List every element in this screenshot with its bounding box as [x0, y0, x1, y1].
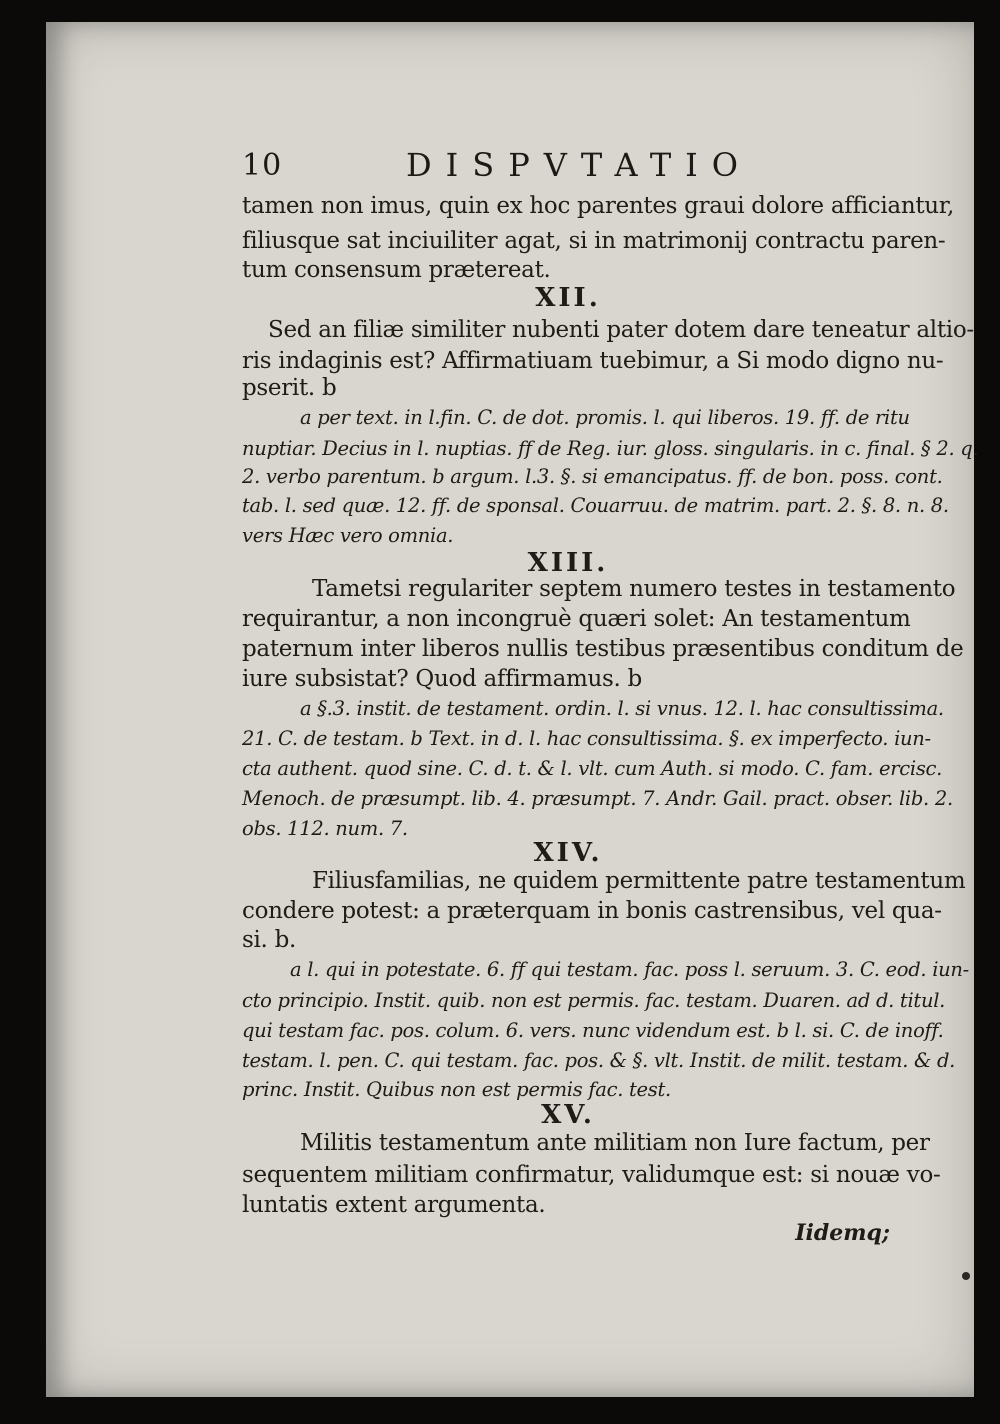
text-line: Tametsi regulariter septem numero testes in testamento: [312, 576, 956, 602]
ink-dot: [962, 1272, 970, 1280]
text-line: sequentem militiam confirmatur, validumque est: si nouæ vo-: [242, 1162, 941, 1188]
text-line: tum consensum prætereat.: [242, 257, 551, 283]
footnote-line: princ. Instit. Quibus non est permis fac. test.: [242, 1078, 671, 1101]
text-line: Sed an filiæ similiter nubenti pater dotem dare teneatur altio-: [268, 317, 974, 343]
text-line: iure subsistat? Quod affirmamus. b: [242, 666, 642, 692]
footnote-line: cta authent. quod sine. C. d. t. & l. vlt. cum Auth. si modo. C. fam. ercisc.: [242, 757, 943, 780]
text-line: ris indaginis est? Affirmatiuam tuebimur, a Si modo digno nu-: [242, 348, 944, 374]
footnote-line: tab. l. sed quæ. 12. ff. de sponsal. Couarruu. de matrim. part. 2. §. 8. n. 8.: [242, 494, 949, 517]
text-line: Filiusfamilias, ne quidem permittente patre testamentum: [312, 868, 966, 894]
text-line: requirantur, a non incongruè quæri solet: An testamentum: [242, 606, 911, 632]
section-heading-xiii: XIII.: [527, 548, 609, 578]
page-header: [242, 148, 892, 188]
footnote-line: testam. l. pen. C. qui testam. fac. pos. & §. vlt. Instit. de milit. testam. & d.: [242, 1049, 956, 1072]
text-line: si. b.: [242, 927, 297, 953]
footnote-line: 2. verbo parentum. b argum. l.3. §. si emancipatus. ff. de bon. poss. cont.: [242, 465, 943, 488]
section-heading-xii: XII.: [535, 283, 601, 313]
text-line: pserit. b: [242, 375, 337, 401]
footnote-line: a §.3. instit. de testament. ordin. l. si vnus. 12. l. hac consultissima.: [300, 697, 944, 720]
folio-number: 10: [242, 148, 283, 183]
footnote-line: qui testam fac. pos. colum. 6. vers. nunc videndum est. b l. si. C. de inoff.: [242, 1019, 944, 1042]
footnote-line: vers Hæc vero omnia.: [242, 524, 454, 547]
text-line: paternum inter liberos nullis testibus præsentibus conditum de: [242, 636, 964, 662]
footnote-line: a l. qui in potestate. 6. ff qui testam. fac. poss l. seruum. 3. C. eod. iun-: [290, 958, 969, 981]
text-line: luntatis extent argumenta.: [242, 1192, 546, 1218]
footnote-line: cto principio. Instit. quib. non est permis. fac. testam. Duaren. ad d. titul.: [242, 989, 946, 1012]
footnote-line: Menoch. de præsumpt. lib. 4. præsumpt. 7. Andr. Gail. pract. obser. lib. 2.: [242, 787, 953, 810]
footnote-line: obs. 112. num. 7.: [242, 817, 408, 840]
footnote-line: 21. C. de testam. b Text. in d. l. hac consultissima. §. ex imperfecto. iun-: [242, 727, 931, 750]
catchword: Iidemq;: [795, 1220, 890, 1246]
section-heading-xv: XV.: [541, 1100, 595, 1130]
footnote-line: nuptiar. Decius in l. nuptias. ff de Reg. iur. gloss. singularis. in c. final. § 2. q.: [242, 437, 979, 460]
text-line: Militis testamentum ante militiam non Iure factum, per: [300, 1130, 930, 1156]
footnote-line: a per text. in l.fin. C. de dot. promis. l. qui liberos. 19. ff. de ritu: [300, 406, 910, 429]
running-title: DISPVTATIO: [406, 146, 753, 184]
text-line: filiusque sat inciuiliter agat, si in matrimonij contractu paren-: [242, 228, 946, 254]
text-line: condere potest: a præterquam in bonis castrensibus, vel qua-: [242, 898, 942, 924]
section-heading-xiv: XIV.: [533, 838, 603, 868]
text-line: tamen non imus, quin ex hoc parentes graui dolore afficiantur,: [242, 193, 954, 219]
